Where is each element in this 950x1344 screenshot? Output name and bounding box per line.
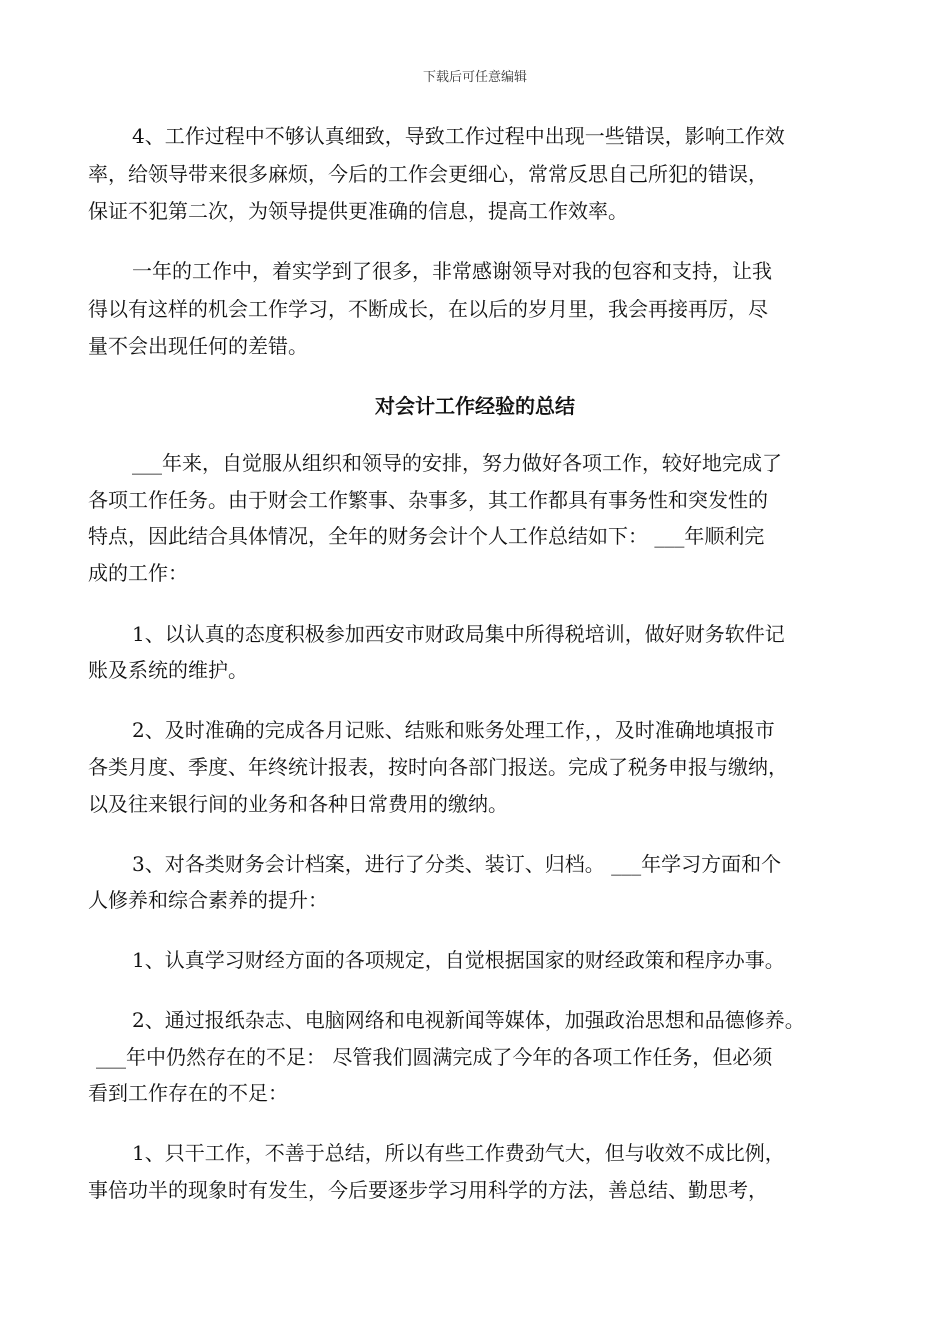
text-line: 账及系统的维护。 — [88, 658, 248, 682]
text-line: 1、以认真的态度积极参加西安市财政局集中所得税培训，做好财务软件记 — [132, 622, 785, 646]
text-line: 1、只干工作，不善于总结，所以有些工作费劲气大，但与收效不成比例， — [132, 1141, 785, 1165]
text-line: 率，给领导带来很多麻烦，今后的工作会更细心，常常反思自己所犯的错误， — [88, 162, 768, 186]
text-line: 看到工作存在的不足： — [88, 1081, 288, 1105]
text-line: 2、通过报纸杂志、电脑网络和电视新闻等媒体，加强政治思想和品德修养。 — [132, 1008, 805, 1032]
text-line: 一年的工作中，着实学到了很多，非常感谢领导对我的包容和支持，让我 — [132, 259, 772, 283]
text-line: 量不会出现任何的差错。 — [88, 334, 308, 358]
text-line: 得以有这样的机会工作学习，不断成长，在以后的岁月里，我会再接再厉，尽 — [88, 297, 768, 321]
text-line: 特点，因此结合具体情况，全年的财务会计个人工作总结如下： ___年顺利完 — [88, 524, 765, 548]
text-line: 事倍功半的现象时有发生，今后要逐步学习用科学的方法，善总结、勤思考， — [88, 1178, 768, 1202]
section-title: 对会计工作经验的总结 — [375, 394, 575, 418]
text-line: 人修养和综合素养的提升： — [88, 888, 328, 912]
text-line: ___年中仍然存在的不足： 尽管我们圆满完成了今年的各项工作任务，但必须 — [96, 1045, 773, 1069]
text-line: 1、认真学习财经方面的各项规定，自觉根据国家的财经政策和程序办事。 — [132, 948, 785, 972]
text-line: 各项工作任务。由于财会工作繁事、杂事多，其工作都具有事务性和突发性的 — [88, 488, 768, 512]
text-line: 3、对各类财务会计档案，进行了分类、装订、归档。 ___年学习方面和个 — [132, 852, 782, 876]
text-line: 保证不犯第二次，为领导提供更准确的信息，提高工作效率。 — [88, 199, 628, 223]
text-line: 各类月度、季度、年终统计报表，按时向各部门报送。完成了税务申报与缴纳， — [88, 755, 788, 779]
text-line: ___年来，自觉服从组织和领导的安排，努力做好各项工作，较好地完成了 — [132, 451, 782, 475]
text-line: 2、及时准确的完成各月记账、结账和账务处理工作，，及时准确地填报市 — [132, 718, 775, 742]
text-line: 以及往来银行间的业务和各种日常费用的缴纳。 — [88, 792, 508, 816]
text-line: 4、工作过程中不够认真细致，导致工作过程中出现一些错误，影响工作效 — [132, 124, 785, 148]
text-line: 成的工作： — [88, 561, 188, 585]
page-header-note: 下载后可任意编辑 — [422, 70, 527, 85]
